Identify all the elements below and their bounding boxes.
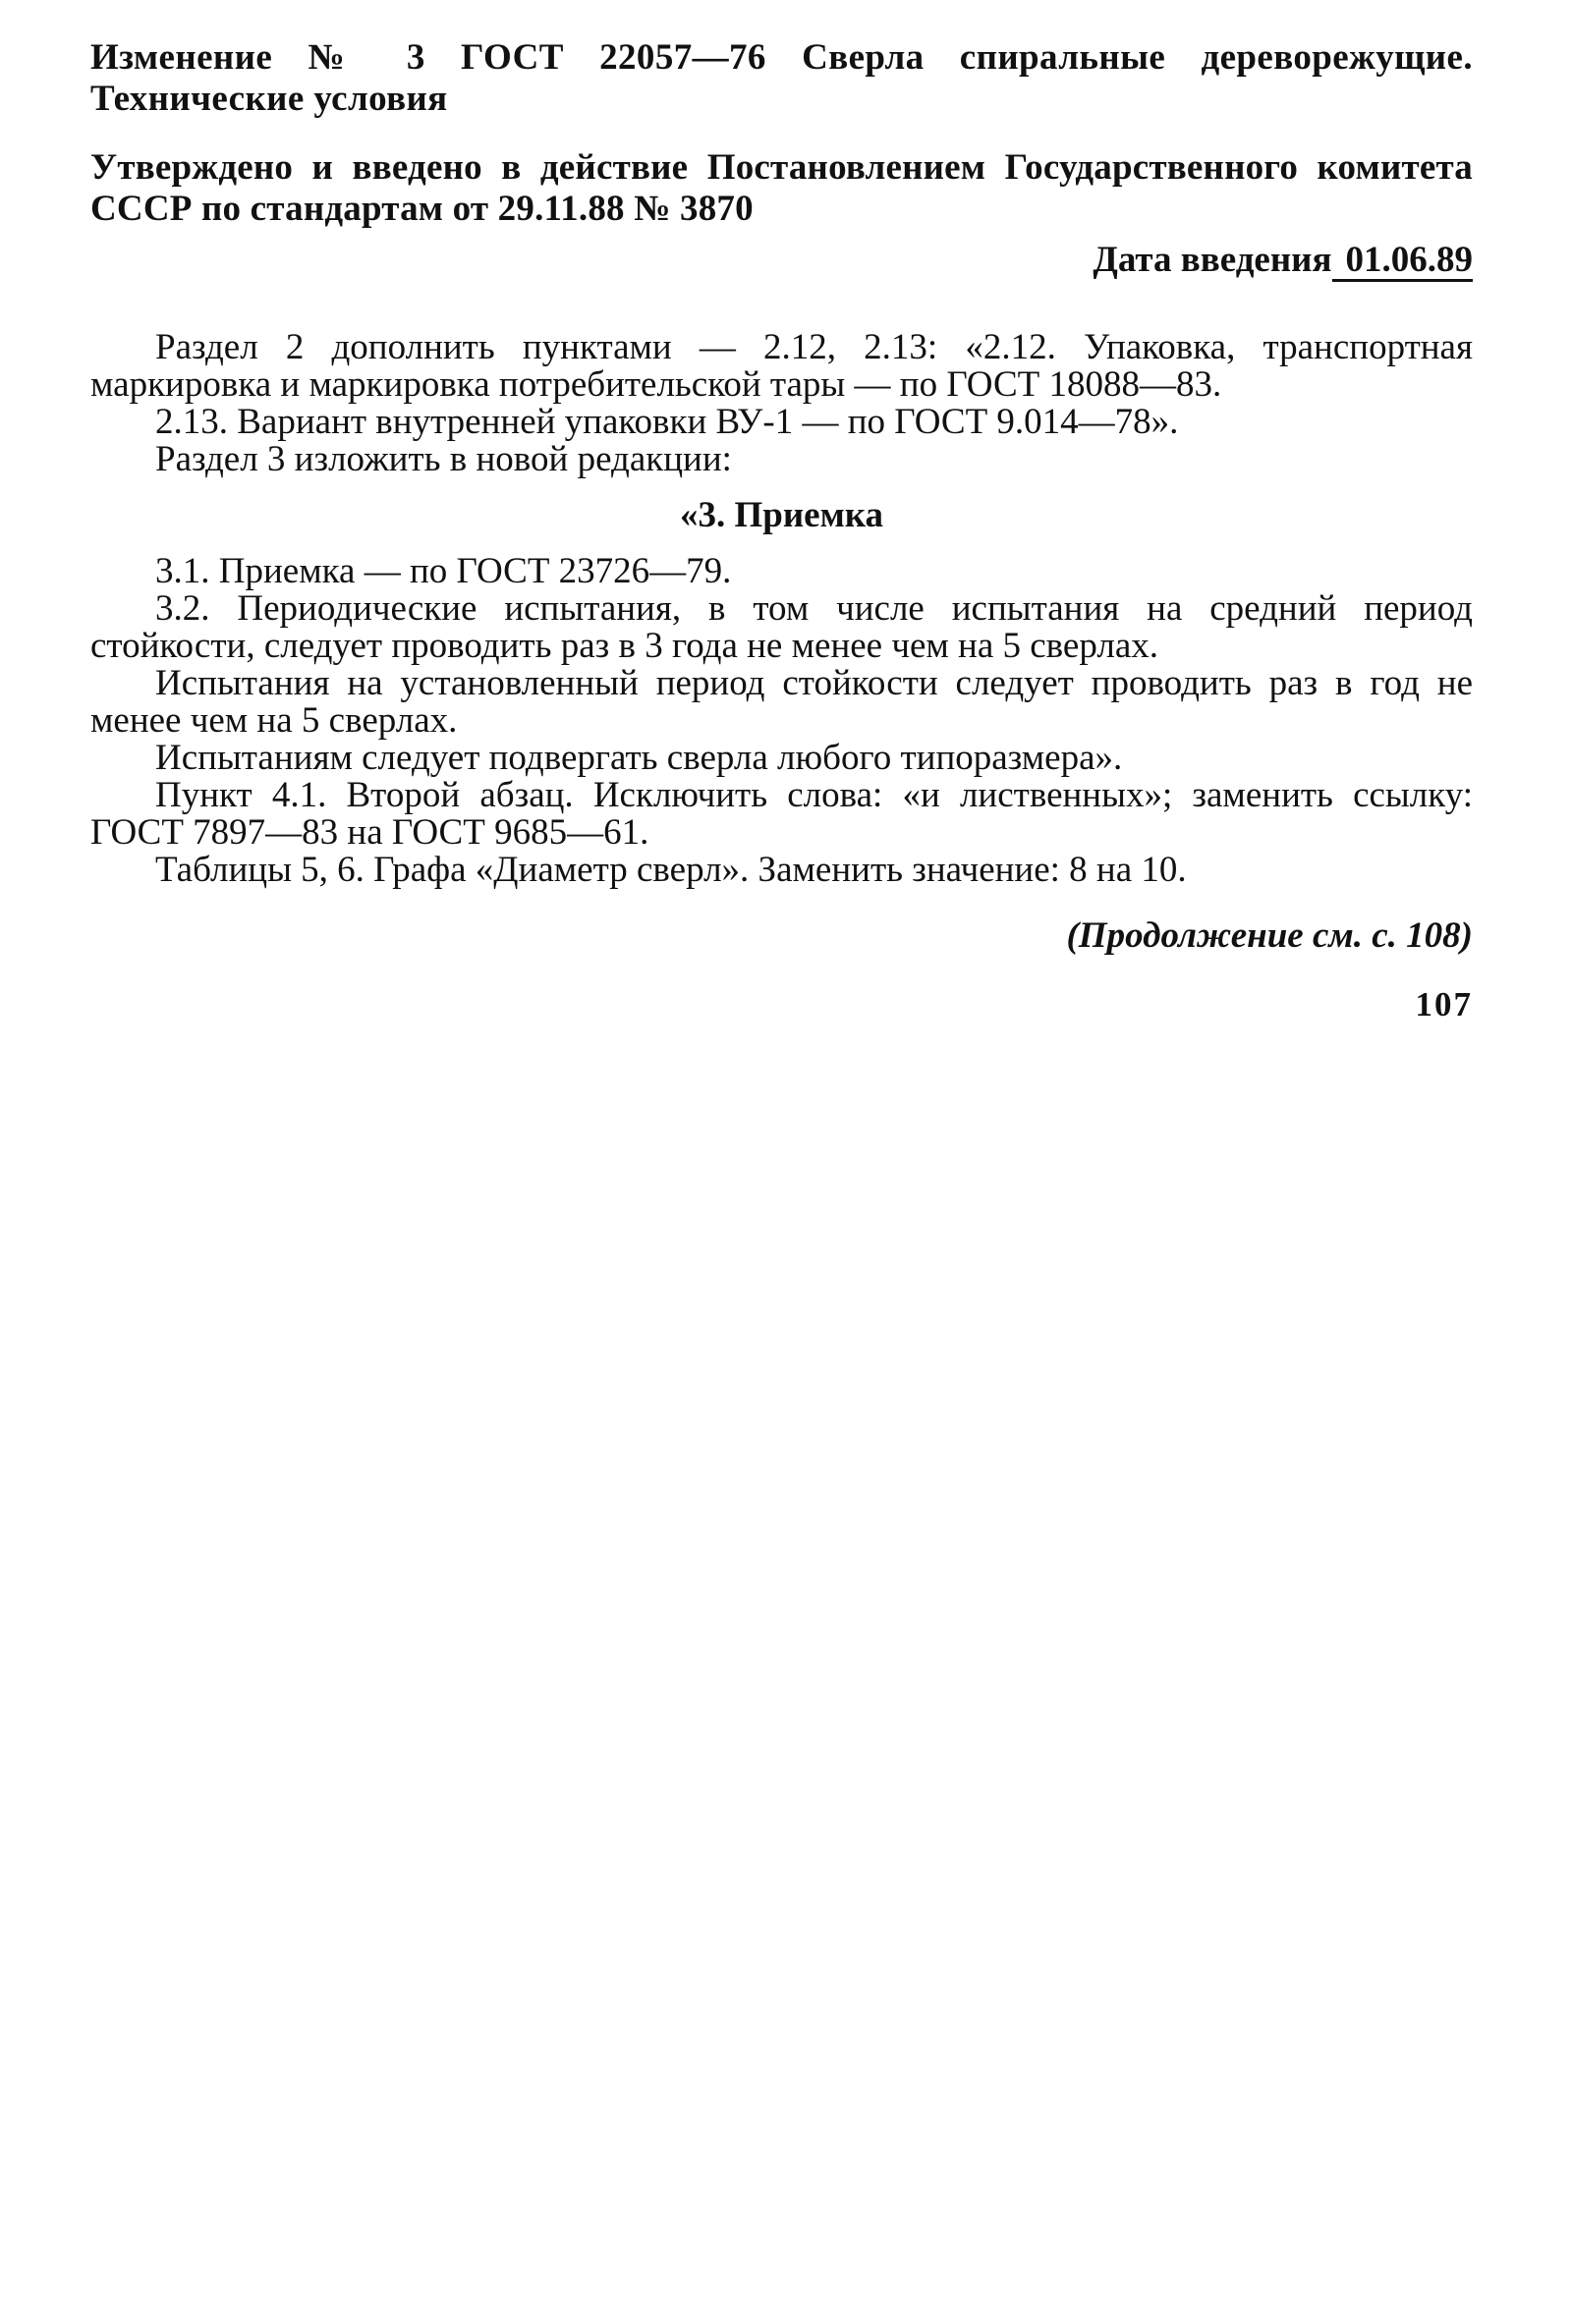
- paragraph: 3.2. Периодические испытания, в том числе испытания на средний период стойкости, следует проводить раз в 3 года не менее чем на 5 сверлах.: [90, 588, 1473, 666]
- page-number: 107: [1415, 985, 1473, 1024]
- paragraph: Испытаниям следует подвергать сверла любого типоразмера».: [155, 738, 1123, 778]
- document-body: [90, 329, 1473, 889]
- paragraph: Испытания на установленный период стойкости следует проводить раз в год не менее чем на 5 сверлах.: [90, 663, 1473, 741]
- paragraph: Таблицы 5, 6. Графа «Диаметр сверл». Заменить значение: 8 на 10.: [155, 850, 1187, 890]
- paragraph: 3.1. Приемка — по ГОСТ 23726—79.: [155, 551, 732, 591]
- continuation-note: (Продолжение см. с. 108): [1066, 915, 1473, 956]
- paragraph: Раздел 3 изложить в новой редакции:: [155, 439, 732, 479]
- paragraph: Пункт 4.1. Второй абзац. Исключить слова: «и лиственных»; заменить ссылку: ГОСТ 7897—83 на ГОСТ 9685—61.: [90, 775, 1473, 853]
- paragraph: 2.13. Вариант внутренней упаковки ВУ-1 — по ГОСТ 9.014—78».: [155, 402, 1179, 442]
- paragraph: Раздел 2 дополнить пунктами — 2.12, 2.13: «2.12. Упаковка, транспортная маркировка и маркировка потребительской тары — по ГОСТ 18088—83.: [90, 327, 1473, 405]
- effective-date-value: 01.06.89: [1332, 242, 1474, 282]
- effective-date-label: Дата введения: [1093, 240, 1332, 280]
- section-heading: «3. Приемка: [679, 495, 884, 535]
- effective-date-line: [90, 240, 1473, 282]
- amendment-title: Изменение № 3 ГОСТ 22057—76 Сверла спиральные дереворежущие. Технические условия: [90, 37, 1473, 119]
- approval-statement: Утверждено и введено в действие Постановлением Государственного комитета СССР по стандартам от 29.11.88 № 3870: [90, 147, 1473, 229]
- document-page: [90, 37, 1473, 1024]
